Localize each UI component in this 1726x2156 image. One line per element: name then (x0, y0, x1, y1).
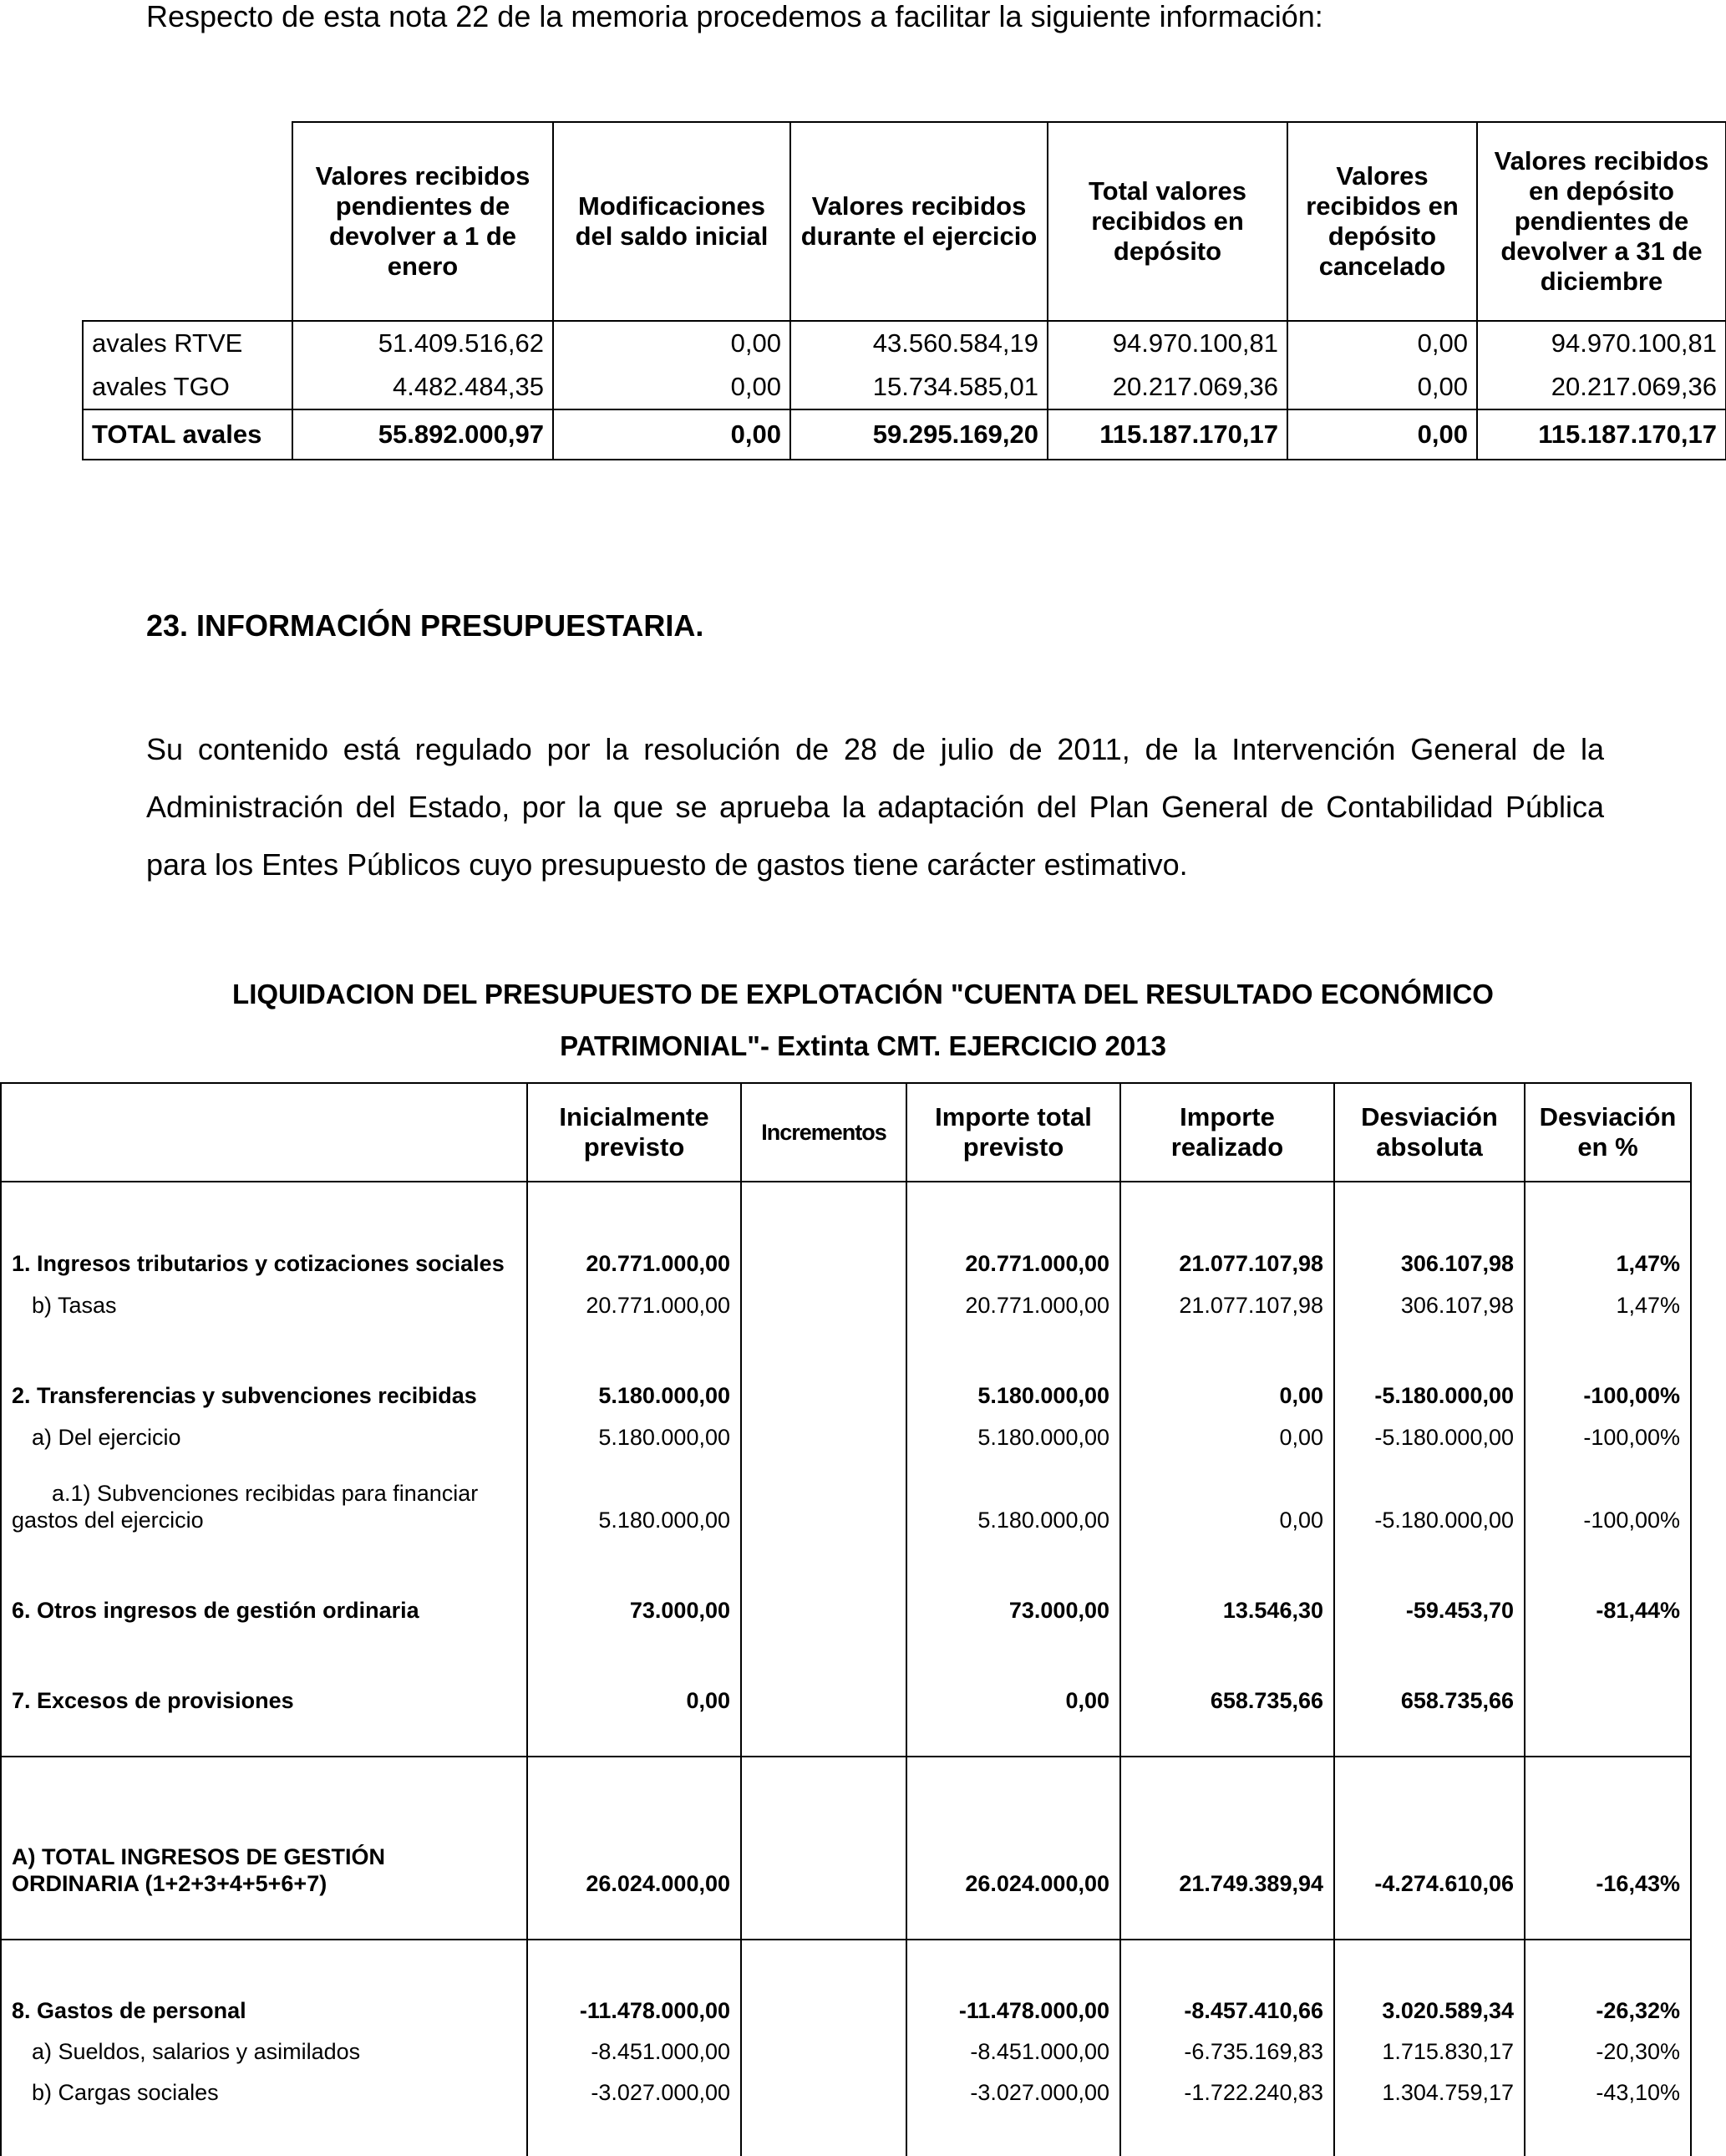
avales-header-cell: Valores recibidos en depósito cancelado (1287, 122, 1477, 321)
budget-header-cell: Importe realizado (1120, 1083, 1334, 1182)
cell-value: 13.546,30 (1120, 1533, 1334, 1624)
cell-value: 5.180.000,00 (527, 1409, 741, 1451)
row-label: 8. Gastos de personal (1, 1940, 527, 2024)
table-row (83, 321, 1726, 365)
cell-value (741, 1277, 906, 1319)
cell-value: -8.457.410,66 (1120, 1940, 1334, 2024)
budget-header-row (1, 1083, 1691, 1182)
avales-header-blank (83, 122, 292, 321)
cell-value: 1,47% (1525, 1277, 1691, 1319)
cell-value: 0,00 (1287, 409, 1477, 460)
avales-header-cell: Valores recibidos durante el ejercicio (790, 122, 1048, 321)
cell-value: 21.077.107,98 (1120, 1277, 1334, 1319)
budget-title-line2: PATRIMONIAL"- Extinta CMT. EJERCICIO 2013 (560, 1030, 1166, 1061)
table-row (1, 2065, 1691, 2106)
budget-header-cell: Inicialmente previsto (527, 1083, 741, 1182)
cell-value (741, 1940, 906, 2024)
avales-header-cell: Modificaciones del saldo inicial (553, 122, 790, 321)
budget-header-cell: Desviación en % (1525, 1083, 1691, 1182)
cell-value: -5.180.000,00 (1334, 1409, 1525, 1451)
table-row (1, 1409, 1691, 1451)
cell-value: 59.295.169,20 (790, 409, 1048, 460)
row-label: 1. Ingresos tributarios y cotizaciones sociales (1, 1182, 527, 1277)
cell-value (741, 1182, 906, 1277)
cell-value: 115.187.170,17 (1477, 409, 1726, 460)
row-label-text: a) Del ejercicio (32, 1425, 181, 1450)
cell-value: 306.107,98 (1334, 1182, 1525, 1277)
cell-value (741, 1757, 906, 1897)
row-label: 7. Excesos de provisiones (1, 1624, 527, 1714)
cell-value: 94.970.100,81 (1048, 321, 1287, 365)
cell-value: 26.024.000,00 (906, 1757, 1120, 1897)
cell-value: 1.304.759,17 (1334, 2065, 1525, 2106)
table-row (1, 1451, 1691, 1533)
cell-value (741, 1533, 906, 1624)
cell-value: 73.000,00 (906, 1533, 1120, 1624)
cell-value: 20.771.000,00 (906, 1182, 1120, 1277)
cell-value: -5.180.000,00 (1334, 1451, 1525, 1533)
cell-value: 51.409.516,62 (292, 321, 553, 365)
cell-value (741, 1624, 906, 1714)
avales-header-cell: Valores recibidos en depósito pendientes de devolver a 31 de diciembre (1477, 122, 1726, 321)
cell-value (741, 1409, 906, 1451)
cell-value: -43,10% (1525, 2065, 1691, 2106)
cell-value: 0,00 (906, 1624, 1120, 1714)
cell-value: 1.715.830,17 (1334, 2024, 1525, 2065)
intro-text: Respecto de esta nota 22 de la memoria procedemos a facilitar la siguiente información: (146, 0, 1323, 33)
cell-value: 43.560.584,19 (790, 321, 1048, 365)
cell-value: -3.027.000,00 (527, 2065, 741, 2106)
cell-value: 20.771.000,00 (906, 1277, 1120, 1319)
table-row (1, 1319, 1691, 1409)
row-label: 2. Transferencias y subvenciones recibidas (1, 1319, 527, 1409)
row-label-line2: gastos del ejercicio (12, 1508, 204, 1533)
table-row (83, 365, 1726, 409)
row-label-line2: ORDINARIA (1+2+3+4+5+6+7) (12, 1871, 327, 1896)
cell-value: 306.107,98 (1334, 1277, 1525, 1319)
cell-value: 26.024.000,00 (527, 1757, 741, 1897)
spacer-row (1, 1897, 1691, 1940)
row-label (1, 1451, 527, 1533)
cell-value (1525, 1624, 1691, 1714)
cell-value: 0,00 (553, 321, 790, 365)
cell-value: 1,47% (1525, 1182, 1691, 1277)
budget-title-line1: LIQUIDACION DEL PRESUPUESTO DE EXPLOTACIÓN "CUENTA DEL RESULTADO ECONÓMICO (232, 979, 1494, 1009)
cell-value: 73.000,00 (527, 1533, 741, 1624)
cell-value: 94.970.100,81 (1477, 321, 1726, 365)
table-row (1, 1277, 1691, 1319)
cell-value: 0,00 (1120, 1451, 1334, 1533)
cell-value: 20.217.069,36 (1477, 365, 1726, 409)
cell-value: -81,44% (1525, 1533, 1691, 1624)
cell-value: 0,00 (1120, 1409, 1334, 1451)
row-label: TOTAL avales (83, 409, 292, 460)
cell-value: 55.892.000,97 (292, 409, 553, 460)
avales-header-row (83, 122, 1726, 321)
cell-value: -100,00% (1525, 1319, 1691, 1409)
cell-value: 0,00 (553, 409, 790, 460)
cell-value: 5.180.000,00 (906, 1451, 1120, 1533)
cell-value: -59.453,70 (1334, 1533, 1525, 1624)
row-label (1, 1757, 527, 1897)
cell-value: -8.451.000,00 (906, 2024, 1120, 2065)
cell-value: 3.020.589,34 (1334, 1940, 1525, 2024)
total-row (83, 409, 1726, 460)
row-label-line1: A) TOTAL INGRESOS DE GESTIÓN (12, 1844, 386, 1869)
cell-value: 0,00 (527, 1624, 741, 1714)
budget-table (0, 1082, 1692, 2156)
avales-header-cell: Valores recibidos pendientes de devolver a 1 de enero (292, 122, 553, 321)
cell-value: -20,30% (1525, 2024, 1691, 2065)
cell-value: 5.180.000,00 (906, 1409, 1120, 1451)
cell-value: -4.274.610,06 (1334, 1757, 1525, 1897)
row-label (1, 1409, 527, 1451)
cell-value: 21.077.107,98 (1120, 1182, 1334, 1277)
cell-value: 20.771.000,00 (527, 1182, 741, 1277)
cell-value: -6.735.169,83 (1120, 2024, 1334, 2065)
cell-value: -11.478.000,00 (527, 1940, 741, 2024)
budget-header-cell: Importe total previsto (906, 1083, 1120, 1182)
body-paragraph: Su contenido está regulado por la resolución de 28 de julio de 2011, de la Intervención General de la Administración del Estado, por la que se aprueba la adaptación del Plan General de Contabilidad Pública para los Entes Públicos cuyo presupuesto de gastos tiene carácter estimativo. (146, 732, 1604, 882)
cell-value: -16,43% (1525, 1757, 1691, 1897)
cell-value: 5.180.000,00 (906, 1319, 1120, 1409)
row-label (1, 2065, 527, 2106)
cell-value: 658.735,66 (1120, 1624, 1334, 1714)
cell-value: -100,00% (1525, 1451, 1691, 1533)
table-row (1, 1624, 1691, 1714)
row-label: 6. Otros ingresos de gestión ordinaria (1, 1533, 527, 1624)
cell-value (741, 1319, 906, 1409)
section-heading: 23. INFORMACIÓN PRESUPUESTARIA. (146, 608, 704, 643)
cell-value: 0,00 (1120, 1319, 1334, 1409)
cell-value: 21.749.389,94 (1120, 1757, 1334, 1897)
cell-value (741, 2024, 906, 2065)
cell-value: -5.180.000,00 (1334, 1319, 1525, 1409)
cell-value: -100,00% (1525, 1409, 1691, 1451)
cell-value: 0,00 (1287, 321, 1477, 365)
cell-value (741, 2065, 906, 2106)
row-label-text: a) Sueldos, salarios y asimilados (32, 2039, 361, 2064)
cell-value: -26,32% (1525, 1940, 1691, 2024)
table-row (1, 2024, 1691, 2065)
budget-header-cell: Incrementos (741, 1083, 906, 1182)
spacer-row (1, 2106, 1691, 2156)
budget-header-blank (1, 1083, 527, 1182)
cell-value: -1.722.240,83 (1120, 2065, 1334, 2106)
row-label (1, 1277, 527, 1319)
row-label: avales RTVE (83, 321, 292, 365)
cell-value (741, 1451, 906, 1533)
avales-table (82, 121, 1726, 460)
cell-value: 20.771.000,00 (527, 1277, 741, 1319)
row-label-text: b) Cargas sociales (32, 2080, 219, 2105)
row-label-text: b) Tasas (32, 1293, 117, 1318)
avales-header-cell: Total valores recibidos en depósito (1048, 122, 1287, 321)
cell-value: -8.451.000,00 (527, 2024, 741, 2065)
row-label (1, 2024, 527, 2065)
cell-value: 0,00 (1287, 365, 1477, 409)
cell-value: -3.027.000,00 (906, 2065, 1120, 2106)
cell-value: 20.217.069,36 (1048, 365, 1287, 409)
spacer-row (1, 1714, 1691, 1757)
table-row (1, 1182, 1691, 1277)
table-row (1, 1940, 1691, 2024)
cell-value: 5.180.000,00 (527, 1451, 741, 1533)
row-label: avales TGO (83, 365, 292, 409)
cell-value: 5.180.000,00 (527, 1319, 741, 1409)
total-row (1, 1757, 1691, 1897)
cell-value: -11.478.000,00 (906, 1940, 1120, 2024)
cell-value: 15.734.585,01 (790, 365, 1048, 409)
cell-value: 658.735,66 (1334, 1624, 1525, 1714)
cell-value: 4.482.484,35 (292, 365, 553, 409)
row-label-line1: a.1) Subvenciones recibidas para financiar (52, 1481, 479, 1506)
cell-value: 0,00 (553, 365, 790, 409)
table-row (1, 1533, 1691, 1624)
budget-header-cell: Desviación absoluta (1334, 1083, 1525, 1182)
cell-value: 115.187.170,17 (1048, 409, 1287, 460)
